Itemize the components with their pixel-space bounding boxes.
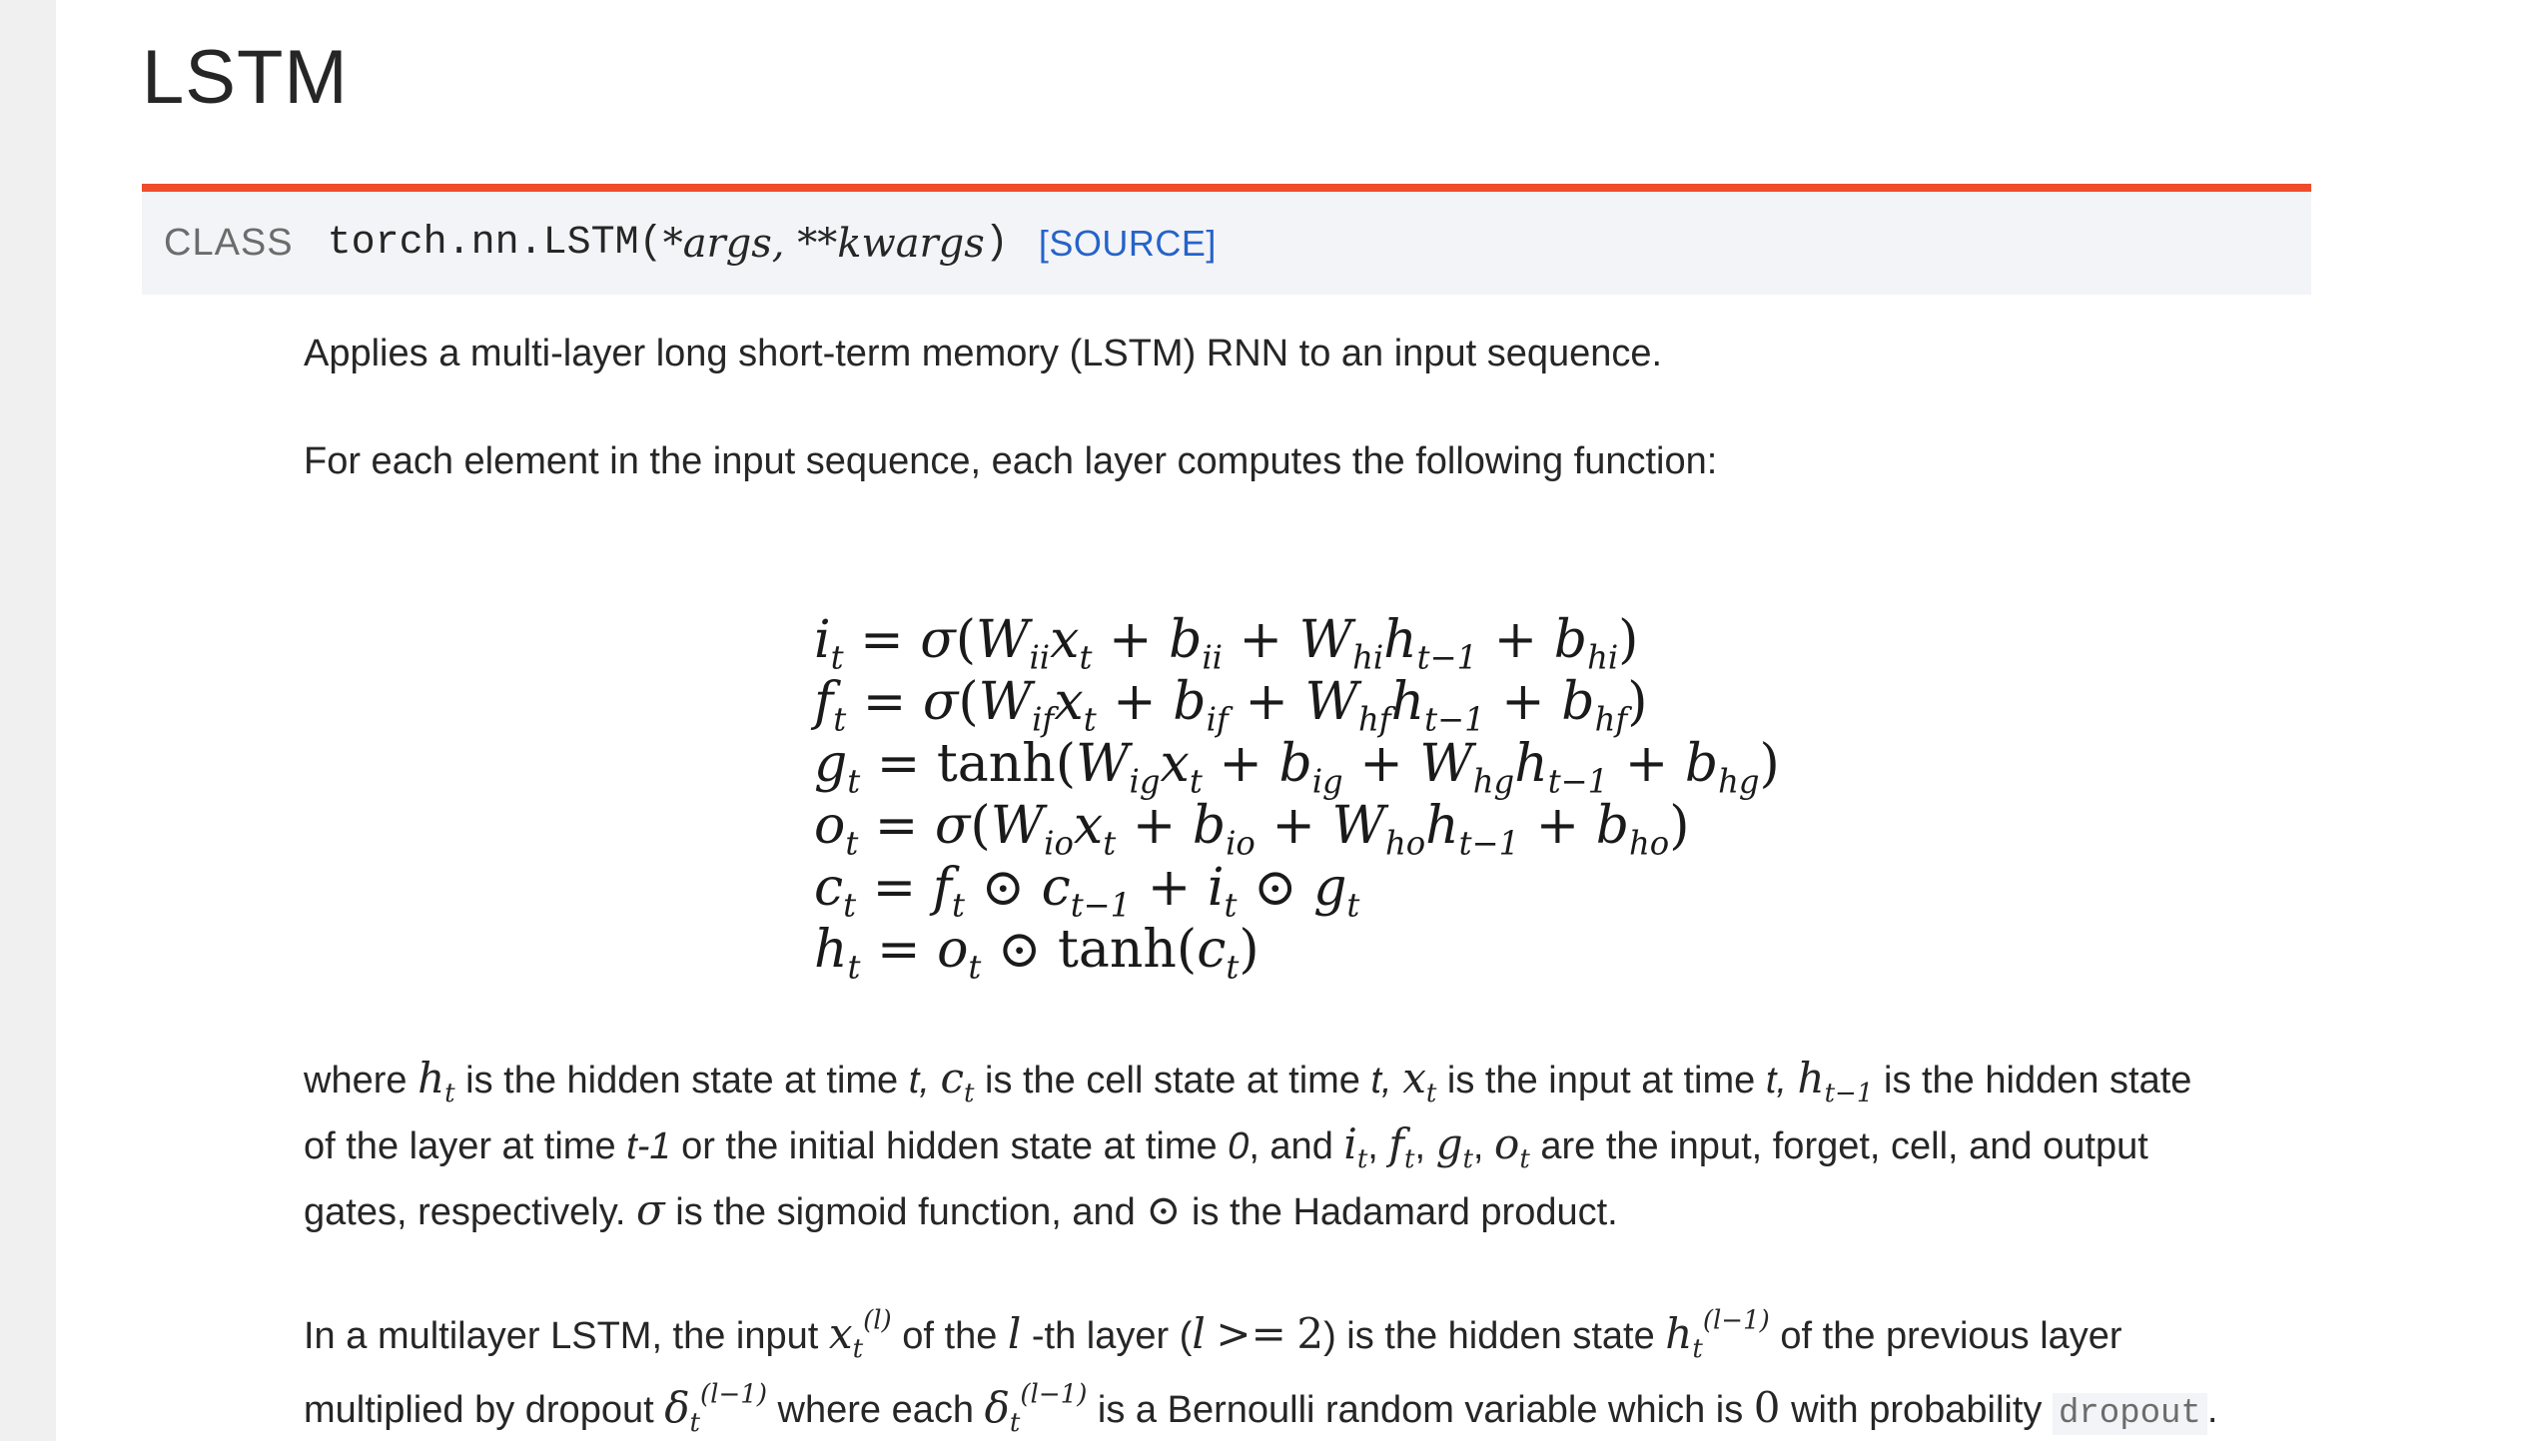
dropout-code: dropout <box>2053 1393 2207 1435</box>
each-element-paragraph: For each element in the input sequence, each layer computes the following function: <box>304 440 1718 482</box>
left-gutter <box>0 0 56 1441</box>
equation-cell-gate: $g_t = \tanh(W_{ig}x_t + b_{ig} + W_{hg}h_{t-1} + b_{hg})$ <box>814 734 1780 801</box>
class-signature <box>142 184 2311 295</box>
intro-paragraph: Applies a multi-layer long short-term memory (LSTM) RNN to an input sequence. <box>304 333 1663 374</box>
class-label: CLASS <box>164 222 294 264</box>
source-link[interactable]: [SOURCE] <box>1038 222 1217 264</box>
equation-output-gate: $o_t = \sigma(W_{io}x_t + b_{io} + W_{ho}h_{t-1} + b_{ho})$ <box>814 796 1690 863</box>
class-close-paren: ) <box>984 221 1009 266</box>
class-args: *args, **kwargs <box>662 220 985 267</box>
equation-forget-gate: $f_t = \sigma(W_{if}x_t + b_{if} + W_{hf}h_{t-1} + b_{hf})$ <box>814 672 1648 739</box>
multilayer-paragraph: In a multilayer LSTM, the input $x_t^{(l)}$ of the l -th layer (l >= 2) is the hidden state $h_t^{(l-1)}$ of the previous layer multiplied by dropout $\delta_t^{(l-1)}$ where each $\delta_t^{(l-1)}$ is a Bernoulli random variable which is 0 with probability dropout . <box>304 1305 2218 1439</box>
page-title: LSTM <box>142 35 349 120</box>
where-paragraph: where $h_t$ is the hidden state at time t, $c_t$ is the cell state at time t, $x_t$ is the input at time t, $h_{t-1}$ is the hidden state of the layer at time t-1 or the initial hidden state at time 0, and $i_t$, $f_t$, $g_t$, $o_t$ are the input, forget, cell, and output gates, respectively. σ is the sigmoid function, and ⊙ is the Hadamard product. <box>304 1054 2192 1234</box>
equation-cell-state: $c_t = f_t$ ⊙ $c_{t-1} + i_t$ ⊙ $g_t$ <box>814 858 1360 925</box>
lstm-equations <box>814 609 1780 987</box>
equation-hidden-state: $h_t = o_t$ ⊙ $\tanh(c_t)$ <box>814 920 1260 987</box>
class-name: torch.nn.LSTM( <box>327 221 663 266</box>
equation-input-gate: $i_t = \sigma(W_{ii}x_t + b_{ii} + W_{hi}h_{t-1} + b_{hi})$ <box>814 610 1639 677</box>
